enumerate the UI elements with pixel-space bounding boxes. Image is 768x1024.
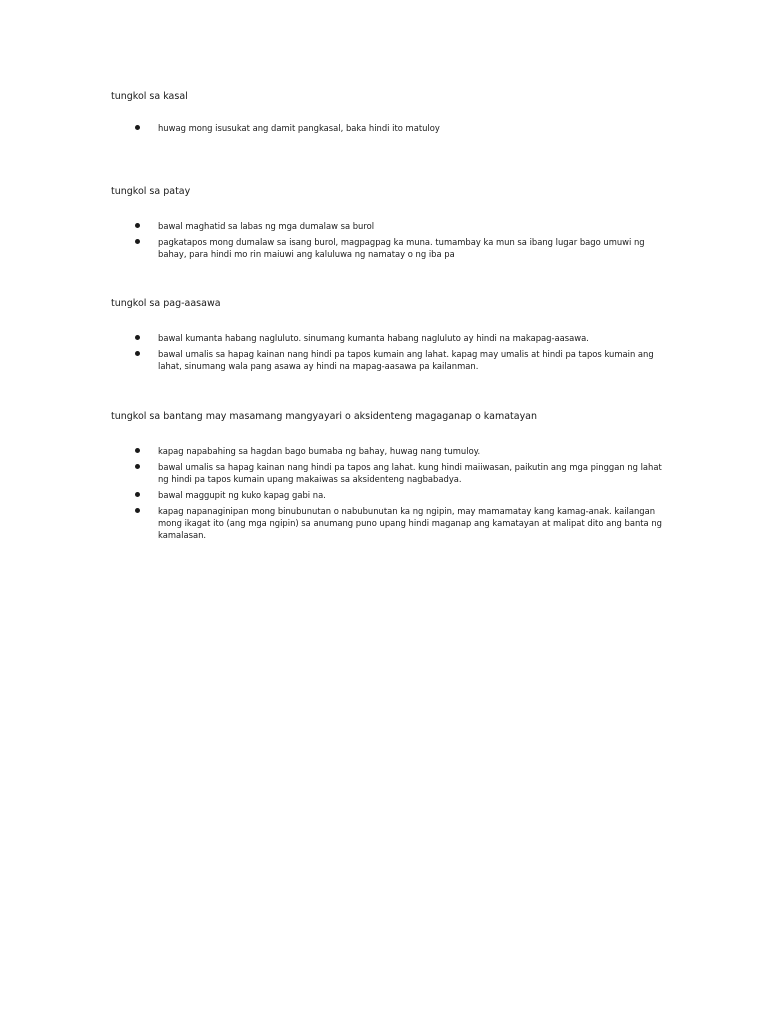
list-item (111, 461, 671, 485)
list-item-text: bawal umalis sa hapag kainan nang hindi pa tapos ang lahat. kung hindi maiiwasan, paikutin ang mga pinggan ng lahat ng hindi pa tapos kumain upang makaiwas sa aksidenteng nagbabadya. (158, 462, 662, 484)
bullet-icon (135, 448, 140, 453)
bullet-list (111, 220, 671, 260)
bullet-icon (135, 223, 140, 228)
section-heading: tungkol sa bantang may masamang mangyayari o aksidenteng magaganap o kamatayan (111, 411, 538, 422)
list-item (111, 445, 671, 457)
bullet-icon (135, 351, 140, 356)
list-item-text: bawal umalis sa hapag kainan nang hindi pa tapos kumain ang lahat. kapag may umalis at hindi pa tapos kumain ang lahat, sinumang wala pang asawa ay hindi na mapag-aasawa pa kailanman. (158, 349, 654, 371)
list-item (111, 236, 671, 260)
list-item (111, 505, 671, 541)
list-item (111, 332, 671, 344)
section-bantang (111, 411, 671, 545)
bullet-icon (135, 335, 140, 340)
section-heading: tungkol sa kasal (111, 91, 188, 102)
list-item (111, 122, 671, 134)
list-item-text: bawal maghatid sa labas ng mga dumalaw sa burol (158, 221, 375, 231)
bullet-icon (135, 464, 140, 469)
section-patay (111, 186, 671, 264)
section-pag-aasawa (111, 298, 671, 376)
section-heading: tungkol sa patay (111, 186, 191, 197)
list-item-text: bawal kumanta habang nagluluto. sinumang kumanta habang nagluluto ay hindi na makapag-aasawa. (158, 333, 589, 343)
bullet-list (111, 445, 671, 541)
bullet-list (111, 332, 671, 372)
list-item-text: kapag napabahing sa hagdan bago bumaba ng bahay, huwag nang tumuloy. (158, 446, 481, 456)
list-item-text: huwag mong isusukat ang damit pangkasal, baka hindi ito matuloy (158, 123, 440, 133)
list-item (111, 348, 671, 372)
bullet-icon (135, 492, 140, 497)
list-item-text: pagkatapos mong dumalaw sa isang burol, magpagpag ka muna. tumambay ka mun sa ibang lugar bago umuwi ng bahay, para hindi mo rin maiuwi ang kaluluwa ng namatay o ng iba pa (158, 237, 645, 259)
bullet-icon (135, 239, 140, 244)
bullet-list (111, 122, 671, 134)
list-item (111, 489, 671, 501)
bullet-icon (135, 508, 140, 513)
list-item-text: bawal maggupit ng kuko kapag gabi na. (158, 490, 326, 500)
bullet-icon (135, 125, 140, 130)
list-item-text: kapag napanaginipan mong binubunutan o nabubunutan ka ng ngipin, may mamamatay kang kamag-anak. kailangan mong ikagat ito (ang mga ngipin) sa anumang puno upang hindi maganap ang kamatayan at malipat dito ang banta ng kamalasan. (158, 506, 662, 540)
section-heading: tungkol sa pag-aasawa (111, 298, 221, 309)
section-kasal (111, 91, 671, 138)
list-item (111, 220, 671, 232)
